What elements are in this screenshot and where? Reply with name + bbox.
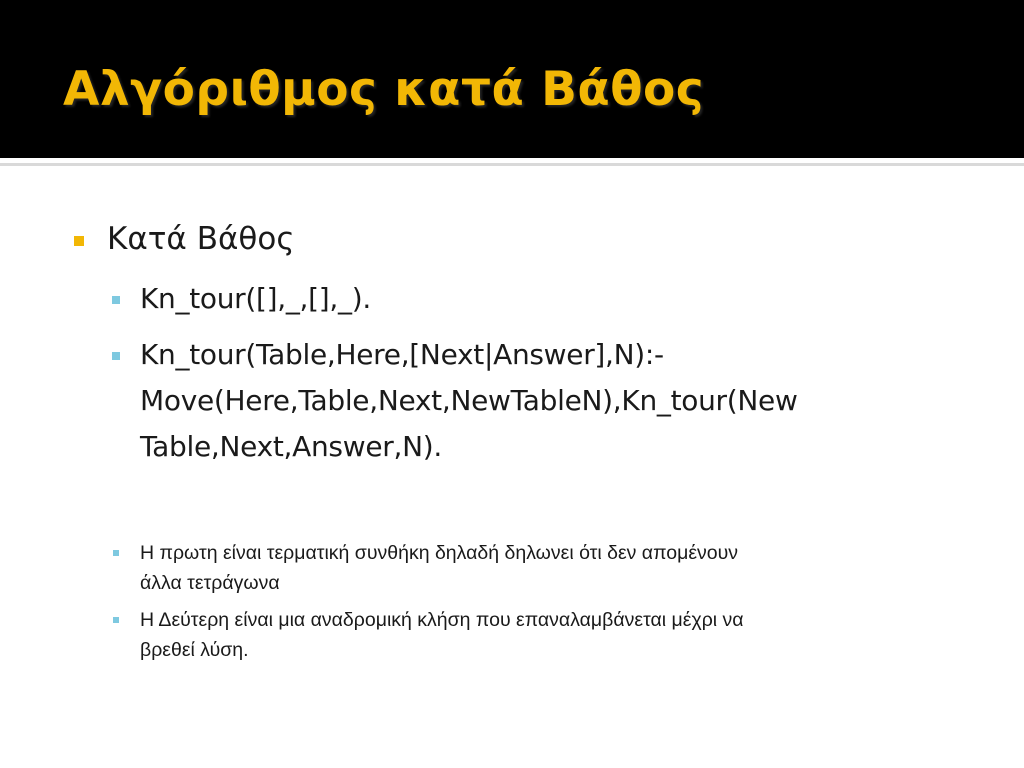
square-bullet-icon <box>112 296 120 304</box>
sub-bullet-2-line-1: Kn_tour(Table,Here,[Next|Answer],N):- <box>140 338 664 371</box>
sub-bullet-4-text <box>140 605 744 665</box>
sub-bullet-4-line-2: βρεθεί λύση. <box>140 639 249 661</box>
slide-title: Αλγόριθμος κατά Βάθος <box>63 62 705 117</box>
bullet-level1-text: Κατά Βάθος <box>107 221 295 257</box>
sub-bullet-4-line-1: Η Δεύτερη είναι μια αναδρομική κλήση που επαναλαμβάνεται μέχρι να <box>140 609 744 631</box>
sub-bullet-1-text <box>140 276 371 322</box>
square-bullet-icon <box>74 236 84 246</box>
sub-bullet-2-line-3: Table,Next,Answer,N). <box>140 430 442 463</box>
sub-bullet-2-line-2: Move(Here,Table,Next,NewTableN),Kn_tour(New <box>140 384 798 417</box>
sub-bullet-1-line-1: Kn_tour([],_,[],_). <box>140 282 371 315</box>
sub-bullet-3-text <box>140 538 738 598</box>
square-bullet-icon <box>112 352 120 360</box>
sub-bullet-3-line-1: Η πρωτη είναι τερματική συνθήκη δηλαδή δηλωνει ότι δεν απομένουν <box>140 542 739 564</box>
sub-bullet-3-line-2: άλλα τετράγωνα <box>140 572 280 594</box>
square-bullet-icon <box>113 550 119 556</box>
square-bullet-icon <box>113 617 119 623</box>
sub-bullet-2-text <box>140 332 798 470</box>
